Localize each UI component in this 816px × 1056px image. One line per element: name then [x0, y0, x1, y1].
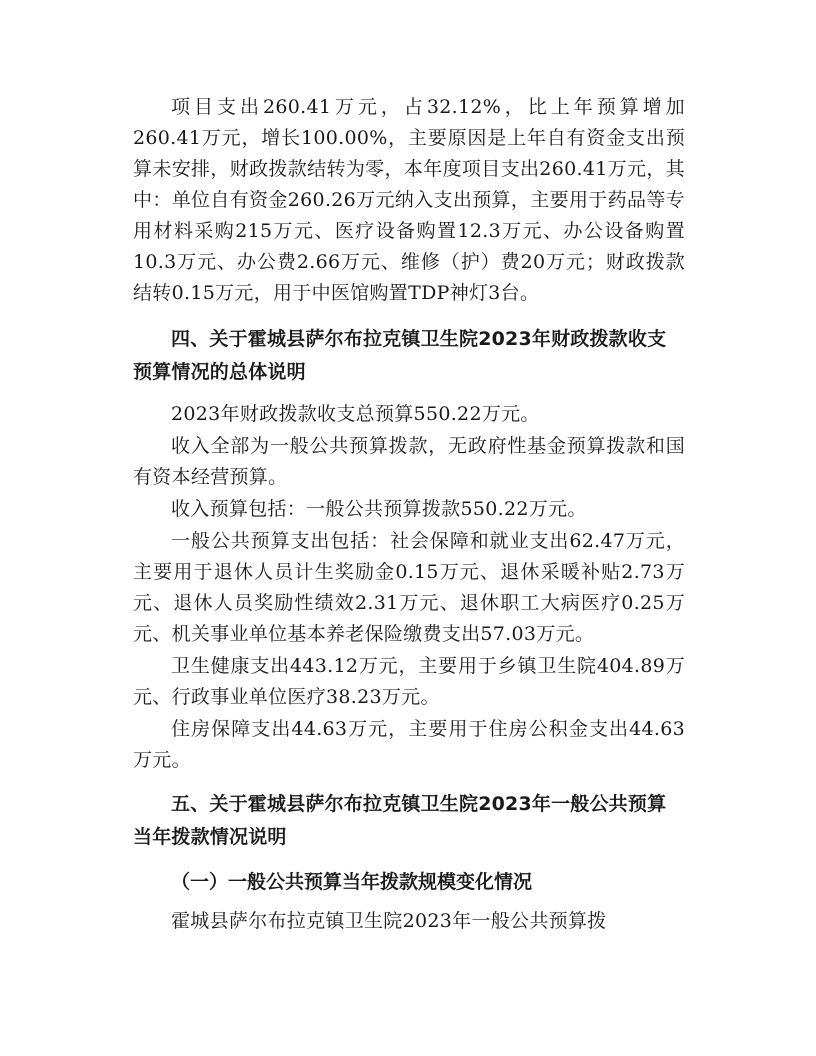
paragraph-housing-expenditure: 住房保障支出44.63万元，主要用于住房公积金支出44.63万元。: [133, 718, 685, 771]
paragraph-health-expenditure: 卫生健康支出443.12万元，主要用于乡镇卫生院404.89万元、行政事业单位医疗38.23万元。: [133, 655, 685, 708]
document-body: [133, 92, 685, 937]
paragraph-income-budget: 收入预算包括：一般公共预算拨款550.22万元。: [171, 498, 587, 520]
section-heading-5: 五、关于霍城县萨尔布拉克镇卫生院2023年一般公共预算当年拨款情况说明: [133, 793, 667, 848]
subsection-heading-5-1: （一）一般公共预算当年拨款规模变化情况: [171, 871, 533, 893]
paragraph-income-source: 收入全部为一般公共预算拨款，无政府性基金预算拨款和国有资本经营预算。: [133, 435, 685, 488]
section-heading-4: 四、关于霍城县萨尔布拉克镇卫生院2023年财政拨款收支预算情况的总体说明: [133, 328, 667, 383]
paragraph-project-expenditure: 项目支出260.41万元，占32.12%，比上年预算增加260.41万元，增长100.00%，主要原因是上年自有资金支出预算未安排，财政拨款结转为零，本年度项目支出260.41万元，其中：单位自有资金260.26万元纳入支出预算，主要用于药品等专用材料采购215万元、医疗设备购置12.3万元、办公设备购置10.3万元、办公费2.66万元、维修（护）费20万元；财政拨款结转0.15万元，用于中医馆购置TDP神灯3台。: [133, 96, 685, 304]
paragraph-appropriation-scale: 霍城县萨尔布拉克镇卫生院2023年一般公共预算拨: [171, 910, 607, 932]
paragraph-total-budget: 2023年财政拨款收支总预算550.22万元。: [171, 403, 540, 425]
paragraph-public-expenditure: 一般公共预算支出包括：社会保障和就业支出62.47万元，主要用于退休人员计生奖励金0.15万元、退休采暖补贴2.73万元、退休人员奖励性绩效2.31万元、退休职工大病医疗0.25万元、机关事业单位基本养老保险缴费支出57.03万元。: [133, 530, 685, 645]
